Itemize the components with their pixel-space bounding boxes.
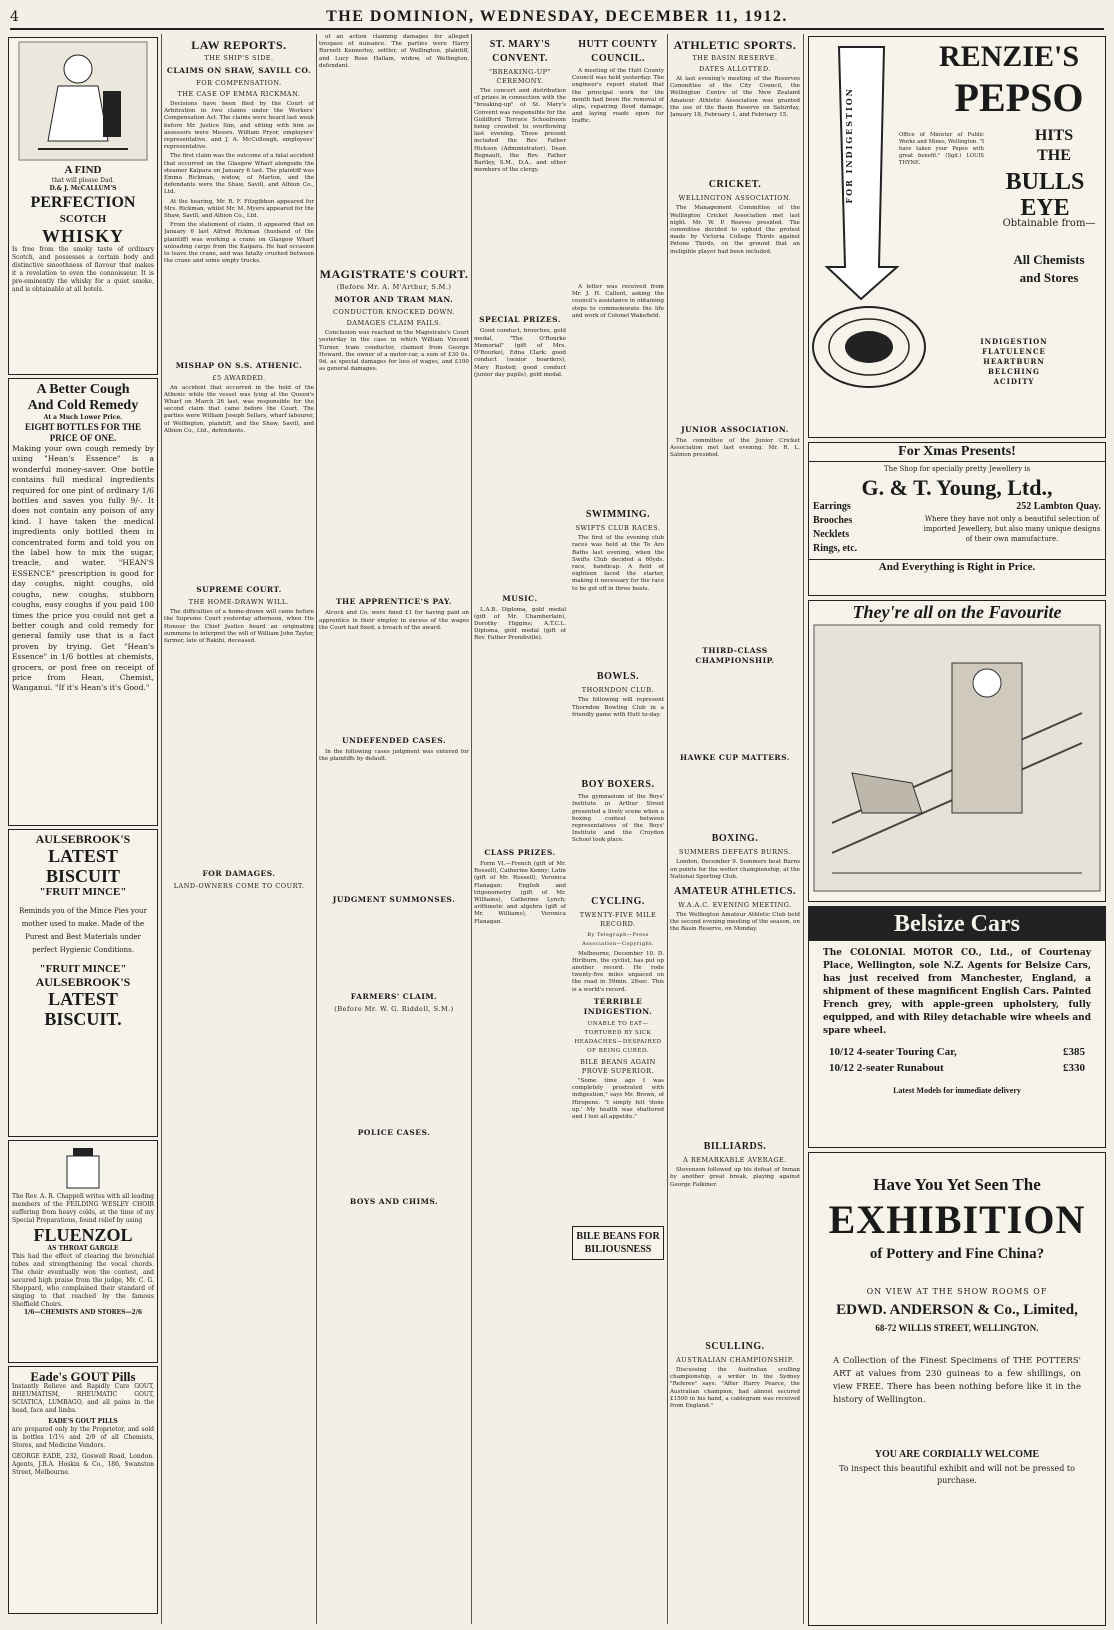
jewellery-item: Earrings — [813, 501, 851, 512]
page-number: 4 — [10, 9, 20, 25]
jewellery-item: Rings, etc. — [813, 543, 858, 554]
jewellery-ad-blurb: Where they have not only a beautiful selection of imported Jewellery, but also many unique designs of their own manufacture. — [923, 515, 1101, 543]
fluenzol-ad-sub: AS THROAT GARGLE — [47, 1245, 119, 1253]
exhibition-ad-name: EDWD. ANDERSON & Co., Limited, — [836, 1302, 1078, 1318]
pepso-where: All Chemists — [1013, 252, 1085, 267]
subheading: SPECIAL PRIZES. — [479, 315, 561, 325]
jewellery-item: Brooches — [813, 515, 853, 526]
subheading: SUMMERS DEFEATS BURNS. — [679, 848, 791, 857]
column-advertisements — [8, 34, 158, 1624]
article-paragraph: A letter was received from Mr. J. H. Callent, asking the council's assistance in obtaining steps to commemorate the life and work of Colonel Wakefield. — [572, 284, 664, 319]
section-heading: CRICKET. — [708, 179, 762, 191]
newspaper-title: THE DOMINION, WEDNESDAY, DECEMBER 11, 1912. — [326, 8, 788, 25]
pepso-arrow-text: FOR INDIGESTION — [844, 87, 854, 204]
biscuit-ad-line: AULSEBROOK'S — [35, 832, 131, 846]
belsize-cars-advertisement — [808, 906, 1106, 1148]
pepso-hits-line: HITS — [1034, 127, 1074, 144]
gout-ad-name: Eade's GOUT Pills — [30, 1369, 136, 1384]
article-paragraph: From the statement of claim, it appeared that on January 6 last Alfred Rickman (husband of the plaintiff) was working a crane on Glasgow Wharf unloading cargo from the Kaipara. He had occasion to leave the crane, and was fatally crushed between the crane and some empty trucks. — [164, 222, 314, 265]
section-heading: ST. MARY'S CONVENT. — [489, 39, 551, 64]
subheading: DAMAGES CLAIM FAILS. — [346, 319, 442, 328]
pepso-where: and Stores — [1019, 270, 1079, 285]
subheading: FARMERS' CLAIM. — [350, 992, 438, 1002]
article-paragraph: London, December 9. Summers beat Burns on points for the welter championship, at the National Sporting Club. — [670, 859, 800, 880]
cough-remedy-advertisement — [8, 378, 158, 826]
favourite-caption: They're all on the Favourite — [852, 602, 1062, 622]
masthead — [10, 6, 1104, 30]
subheading: JUNIOR ASSOCIATION. — [681, 424, 789, 434]
subheading: MUSIC. — [502, 593, 538, 603]
subheading: THE CASE OF EMMA RICKMAN. — [177, 90, 301, 98]
subheading: THE SHIP'S SIDE. — [204, 54, 274, 62]
subheading: CLAIMS ON SHAW, SAVILL CO. — [166, 66, 312, 75]
article-paragraph: The following will represent Thorndon Bowling Club in a friendly game with Hutt to-day. — [572, 697, 664, 718]
jewellery-ad-sub: The Shop for specially pretty Jewellery is — [883, 465, 1031, 473]
whisky-ad-line: PERFECTION — [30, 194, 136, 212]
subheading: CONDUCTOR KNOCKED DOWN. — [332, 308, 456, 317]
bile-beans-ad-text: BILE BEANS FOR BILIOUSNESS — [576, 1231, 660, 1256]
article-paragraph: Conclusion was reached in the Magistrate's Court yesterday in the case in which William Vincent Turner, tram conductor, claimed from George Howard, the owner of a motor-car, a sum of £30 0s. 9d. as special damages for loss of wages, and £100 as general damages. — [319, 330, 469, 373]
section-heading: CYCLING. — [591, 895, 645, 907]
pepso-product: PEPSO — [954, 75, 1084, 120]
column-rule — [471, 34, 472, 1624]
belsize-ad-footer: Latest Models for immediate delivery — [893, 1086, 1021, 1095]
subheading: THIRD-CLASS CHAMPIONSHIP. — [695, 646, 775, 666]
exhibition-ad-welcome: YOU ARE CORDIALLY WELCOME — [874, 1449, 1040, 1460]
article-paragraph: In the following cases judgment was entered for the plaintiffs by default. — [319, 749, 469, 763]
cough-ad-heading: A Better Cough — [36, 382, 130, 397]
article-paragraph: The first claim was the outcome of a fatal accident that occurred on the Glasgow Wharf alongside the steamer Kaipara on January 6 last. The plaintiff was Emma Rickman, widow, of Marton, and the defendants were the Shaw, Savill, and Albion Co., Ltd. — [164, 153, 314, 196]
exhibition-ad-line: Have You Yet Seen The — [873, 1175, 1041, 1194]
whisky-advertisement — [8, 37, 158, 375]
column-sports — [670, 34, 800, 1624]
target-label: HEARTBURN — [983, 357, 1045, 366]
article-paragraph: At last evening's meeting of the Reserves Committee of the City Council, the Wellington Centre of the New Zealand Amateur Athletic Association was granted the use of the Basin Reserve on Saturday, January 18, February 1, and February 15. — [670, 76, 800, 119]
cough-ad-offer: EIGHT BOTTLES FOR THE PRICE OF ONE. — [25, 422, 141, 443]
favourite-advertisement — [808, 600, 1106, 902]
subheading: FOR COMPENSATION. — [196, 79, 282, 87]
whisky-ad-text: Is free from the smoky taste of ordinary Scotch, and possesses a certain body and distinctive smoothness of flavour that makes it a revelation to even the connoisseur. It is pre-eminently the whisky for a quiet smoke, and is obtainable at all hotels. — [12, 246, 154, 294]
column-rule — [161, 34, 162, 1624]
biscuit-ad-line: AULSEBROOK'S — [35, 975, 131, 989]
gout-ad-brand: EADE'S GOUT PILLS — [48, 1418, 118, 1425]
whisky-ad-line: that will please Dad. — [51, 177, 115, 185]
biscuit-ad-line: LATEST — [48, 846, 118, 866]
subheading: HAWKE CUP MATTERS. — [680, 753, 790, 763]
subheading: MOTOR AND TRAM MAN. — [334, 295, 454, 305]
subheading: LAND-OWNERS COME TO COURT. — [173, 882, 305, 891]
target-label: FLATULENCE — [982, 347, 1046, 356]
pepso-testimonial: Office of Minister of Public Works and Mines, Wellington. "I have taken your Pepso with great benefit." (Sgd.) LOUIS THYNE. — [899, 132, 984, 166]
subheading: FOR DAMAGES. — [202, 869, 276, 879]
article-paragraph: Stevenson followed up his defeat of Inman by another great break, playing against George Falkiner. — [670, 1167, 800, 1188]
article-paragraph: The gymnasium of the Boys' Institute in Arthur Street presented a lively scene when a boxing contest between representatives of the Boys' Institute and the Croydon School took place. — [572, 794, 664, 844]
section-heading: BOXING. — [711, 833, 759, 845]
article-paragraph: An accident that occurred in the hold of the Athenic while the vessel was lying at the Queen's Wharf on March 26 last, was responsible for the second claim that came before the Court. The parties were William Joseph Sellars, wharf labourer, of Wellington, plaintiff, and the Shaw, Savill, and Albion Co., Ltd., defendants. — [164, 384, 314, 434]
subheading: UNABLE TO EAT—TORTURED BY SICK HEADACHES—DESPAIRED OF BEING CURED. — [574, 1020, 662, 1054]
subheading: WELLINGTON ASSOCIATION. — [678, 194, 792, 203]
subheading: TWENTY-FIVE MILE RECORD. — [579, 910, 657, 928]
subheading: BOYS AND CHIMS. — [349, 1196, 439, 1206]
section-heading: HUTT COUNTY COUNCIL. — [578, 39, 658, 64]
exhibition-ad-line: ON VIEW AT THE SHOW ROOMS OF — [866, 1287, 1048, 1296]
gout-ad-body2: are prepared only by the Proprietor, and sold in bottles 1/1½ and 2/9 of all Chemists, Stores, and Medicine Vendors. — [12, 1426, 154, 1449]
child-with-bottle-illustration — [18, 41, 148, 161]
article-paragraph: Form VI.—French (gift of Mr. Rossell), Catherine Kenny; Latin (gift of Mr. Rossell), Veronica Flanagan; English and trigonometry (gift of Mr. Williams), Catherine Lynch; arithmetic and algebra (gift of Mr. Williams), Veronica Flanagan. — [474, 861, 566, 925]
cough-ad-body: Making your own cough remedy by using "Hean's Essence" is a wonderful money-saver. One bottle contains full medical ingredients required for one pint of ordinary 1/6 bottles and saves you fully 9/-. It does not contain any poison of any kind. I have taken the medical ingredients only bottled them in concentrated form and told you on the label how to mix the sugar, treacle, and water. "HEAN'S ESSENCE" prescription is good for day coughs, night coughs, old coughs, new coughs, stubborn coughs, easy coughs if you paid 100 times the price you could not get a better cough and cold remedy for general family use that is a fact proven by trying. Get "Hean's Essence" in 1/6 bottles at chemists, grocers, or post free on receipt of price from Hean, Chemist, Wanganui. "If it's Hean's it's Good." — [12, 444, 154, 693]
cough-ad-heading: And Cold Remedy — [27, 398, 139, 413]
subheading: CLASS PRIZES. — [484, 848, 556, 858]
exhibition-ad-body: A Collection of the Finest Specimens of THE POTTERS' ART at values from 230 guineas to a few shillings, on view FREE. There has been nothing before like it in the history of Wellington. — [833, 1356, 1081, 1405]
subheading: W.A.A.C. EVENING MEETING. — [678, 901, 792, 910]
section-heading: SWIMMING. — [585, 509, 651, 521]
subheading: MISHAP ON S.S. ATHENIC. — [175, 360, 303, 370]
whisky-ad-line: A FIND — [64, 164, 102, 177]
article-paragraph: At the hearing, Mr. R. F. Fitzgibbon appeared for Mrs. Rickman, whilst Mr. M. Myers appeared for the Shaw, Savill, and Albion Co., Ltd. — [164, 198, 314, 220]
subheading: A REMARKABLE AVERAGE. — [683, 1156, 787, 1165]
subheading: SUPREME COURT. — [196, 585, 282, 595]
gout-pills-advertisement — [8, 1366, 158, 1614]
whisky-ad-line: SCOTCH — [59, 213, 107, 226]
article-paragraph: A meeting of the Hutt County Council was held yesterday. The engineer's report stated that the principal work for the month had been the removal of slips, repairing flood damage, and laying roads open for traffic. — [572, 68, 664, 125]
bile-beans-advertisement — [572, 1226, 664, 1260]
article-paragraph: The Wellington Amateur Athletic Club held the second evening meeting of the season, on the Basin Reserve, on Monday. — [670, 912, 800, 933]
biscuit-ad-body: Reminds you of the Mince Pies your mother used to make. Made of the Purest and Best Materials under perfect Hygienic Conditions. — [19, 907, 147, 954]
belsize-model-price: £330 — [1063, 1062, 1085, 1074]
section-heading: ATHLETIC SPORTS. — [673, 38, 797, 52]
jewellery-ad-heading: For Xmas Presents! — [809, 443, 1105, 462]
article-paragraph: The concert and distribution of prizes in connection with the "breaking-up" of St. Mary's Convent was responsible for the Guildford Terrace Schoolroom being crowded to overflowing last evening. Those present included the Rev. Father Hickson (Administrator), Dean Regnault, the Rev. Father Bartley, S.M., D.A., and other members of the clergy. — [474, 88, 566, 174]
biscuit-ad-line: BISCUIT — [45, 866, 121, 886]
subheading: BILE BEANS AGAIN PROVE SUPERIOR. — [580, 1057, 656, 1075]
pepso-available: Obtainable from— — [1002, 218, 1096, 229]
pepso-brand: RENZIE'S — [938, 40, 1080, 73]
exhibition-ad-footer: To inspect this beautiful exhibit and will not be pressed to purchase. — [839, 1464, 1075, 1485]
article-paragraph: of an action claiming damages for alleged trespass of nuisance. The parties were Harry Burnett Kennerley, settler, of Wellington, plaintiff, and Lucy Rose Hallam, widow, of Wellington, defendant. — [319, 34, 469, 69]
subheading: THE BASIN RESERVE. — [692, 54, 778, 62]
subheading: THE HOME-DRAWN WILL. — [188, 598, 290, 607]
fluenzol-ad-price: 1/6—CHEMISTS AND STORES—2/6 — [23, 1309, 143, 1317]
section-heading: MAGISTRATE'S COURT. — [319, 267, 469, 282]
exhibition-advertisement — [808, 1152, 1106, 1626]
article-paragraph: The committee of the Junior Cricket Association met last evening. Mr. R. L. Salmon presided. — [670, 437, 800, 458]
belsize-ad-body: The COLONIAL MOTOR CO., Ltd., of Courtenay Place, Wellington, sole N.Z. Agents for Belsize Cars, has just received from Manchester, England, a shipment of these magnificent English Cars. Painted French grey, with apple-green upholstery, fully equipped, and with Riley detachable wire wheels and spare wheel. — [823, 948, 1091, 1036]
subheading: JUDGMENT SUMMONSES. — [332, 895, 456, 905]
exhibition-ad-address: 68-72 WILLIS STREET, WELLINGTON. — [875, 1323, 1039, 1333]
jewellery-ad-address: 252 Lambton Quay. — [1016, 501, 1101, 512]
target-label: INDIGESTION — [980, 337, 1048, 346]
exhibition-ad-heading: EXHIBITION — [828, 1197, 1086, 1242]
subheading: TERRIBLE INDIGESTION. — [583, 996, 653, 1016]
subheading: £5 AWARDED. — [212, 373, 266, 382]
whisky-ad-line: WHISKY — [41, 226, 125, 247]
section-heading: LAW REPORTS. — [191, 38, 287, 52]
fluenzol-ad-body: This had the effect of clearing the bronchial tubes and strengthening the vocal chords. The choir eventually won the contest, and secured high praise from the judge, Mr. C. G. Sheppard, who complained their standard of singing to that reached by the famous Sheffield Choirs. — [12, 1253, 154, 1309]
article-paragraph: Discussing the Australian sculling championship, a writer in the Sydney "Referee" says: "After Harry Pearce, the Australian champion, had almost secured £1500 in his hand, a cablegram was received from England." — [670, 1366, 800, 1409]
subheading: (Before Mr. W. G. Riddell, S.M.) — [334, 1005, 454, 1014]
gout-ad-body: Instantly Relieve and Rapidly Cure GOUT, RHEUMATISM, RHEUMATIC GOUT, SCIATICA, LUMBAGO, and all pains in the head, face and limbs. — [12, 1383, 154, 1414]
article-paragraph: "Some time ago I was completely prostrated with indigestion," says Mr. Brown, of Hiropene. "I simply felt 'done up.' My health was shattered and I lost all appetite." — [572, 1077, 664, 1120]
belsize-model-price: £385 — [1063, 1046, 1085, 1058]
pepso-hits-line: THE — [1037, 147, 1071, 164]
subheading: (Before Mr. A. M'Arthur, S.M.) — [336, 283, 452, 292]
article-paragraph: Alcock and Co. were fined £1 for having paid an apprentice in their employ in excess of the wages the Court had fixed, a breach of the award. — [319, 610, 469, 631]
biscuit-ad-line: LATEST — [48, 989, 118, 1009]
jewellery-ad-name: G. & T. Young, Ltd., — [861, 475, 1053, 500]
fluenzol-ad-intro: The Rev. A. R. Chappell writes with all leading members of the FEILDING WESLEY CHOIR suffering from heavy colds, at the time of my Special Preparations, found relief by using — [12, 1193, 154, 1225]
belsize-model-label: 10/12 4-seater Touring Car, — [829, 1046, 957, 1058]
subheading: SWIFTS CLUB RACES. — [575, 524, 661, 533]
column-rule — [316, 34, 317, 1624]
fluenzol-advertisement — [8, 1140, 158, 1363]
cough-ad-subheading: At a Much Lower Price. — [43, 414, 123, 421]
biscuit-ad-line: BISCUIT. — [44, 1009, 122, 1029]
subheading: AUSTRALIAN CHAMPIONSHIP. — [676, 1355, 794, 1364]
subheading: DATES ALLOTTED. — [699, 65, 771, 73]
jewellery-item: Necklets — [813, 529, 850, 540]
column-rule — [803, 34, 804, 1624]
article-paragraph: Decisions have been filed by the Court of Arbitration in two claims under the Workers' Compensation Act. The claims were heard last week before Mr. Justice Sim, and sitting with him as assessors were Messrs. William Pryor, employers' representative, and J. A. McCullough, employees' representative. — [164, 101, 314, 151]
subheading: THE APPRENTICE'S PAY. — [335, 597, 453, 607]
biscuit-ad-line: "FRUIT MINCE" — [39, 886, 127, 898]
exhibition-ad-line: of Pottery and Fine China? — [869, 1246, 1045, 1262]
racecourse-illustration — [812, 623, 1102, 893]
subheading: "BREAKING-UP" CEREMONY. — [488, 68, 552, 85]
article-paragraph: L.A.B. Diploma, gold medal (gift of Mr. Chamberlain), Dorothy Higgins; A.T.C.L. Diploma, gold medal (gift of Rev. Father Prendiville). — [474, 606, 566, 642]
belsize-ad-heading: Belsize Cars — [894, 911, 1020, 937]
pepso-hits-line: BULLS EYE — [1005, 169, 1085, 221]
gout-ad-address: GEORGE EADE, 232, Goswell Road, London. Agents, J.B.A. Hoskin & Co., 186, Swanston Street, Melbourne. — [12, 1453, 154, 1476]
subheading: UNDEFENDED CASES. — [341, 736, 447, 746]
column-law-reports — [164, 34, 314, 1624]
section-heading: SCULLING. — [705, 1340, 765, 1352]
column-convent-council — [474, 34, 664, 1624]
jewellery-ad-tagline: And Everything is Right in Price. — [809, 559, 1105, 574]
target-label: ACIDITY — [993, 377, 1035, 386]
article-paragraph: The first of the evening club races was held at the Te Aro Baths last evening, when the Swifts Club decided a 60yds. race, handicap. A field of eighteen faced the starter, making it necessary for the race to be got off in three heats. — [572, 535, 664, 592]
section-heading: BOY BOXERS. — [581, 779, 655, 791]
section-heading: AMATEUR ATHLETICS. — [674, 886, 796, 898]
column-magistrates-court — [319, 34, 469, 1624]
article-paragraph: Melbourne, December 10. D. Hirlburn, the cyclist, has put up another record. He rode twenty-five miles unpaced on the road in 59min. 28sec. This is a world's record. — [572, 950, 664, 993]
section-heading: BILLIARDS. — [703, 1141, 767, 1153]
article-paragraph: The difficulties of a home-drawn will came before the Supreme Court yesterday afternoon, when His Honour the Chief Justice heard an originating summons to interpret the will of William John Taylor, farmer, late of Rakihi, deceased. — [164, 609, 314, 644]
target-label: BELCHING — [987, 367, 1040, 376]
subheading: POLICE CASES. — [357, 1127, 431, 1137]
subheading: THORNDON CLUB. — [581, 686, 655, 695]
pepso-advertisement — [808, 36, 1106, 438]
biscuit-advertisement — [8, 829, 158, 1137]
fluenzol-bottle-illustration — [23, 1144, 143, 1190]
belsize-model-label: 10/12 2-seater Runabout — [829, 1062, 944, 1074]
fluenzol-ad-name: FLUENZOL — [33, 1225, 133, 1246]
article-paragraph: The Management Committee of the Wellington Cricket Association met last night. Mr. W. P. Reeves presided. The committee decided to uphold the protest made by Victoria College Thirds against Petone Thirds, on the ground that an ineligible player had been included. — [670, 205, 800, 255]
subheading: By Telegraph—Press Association—Copyright. — [582, 931, 654, 947]
biscuit-ad-line: "FRUIT MINCE" — [39, 963, 127, 975]
whisky-ad-line: D.& J. McCALLUM'S — [49, 185, 117, 193]
column-rule — [667, 34, 668, 1624]
section-heading: BOWLS. — [596, 671, 640, 683]
jewellery-advertisement — [808, 442, 1106, 596]
article-paragraph: Good conduct, brooches, gold medal, "The O'Rourke Memorial" (gift of Mrs. O'Rourke), Edna Clark; good conduct (senior boarders), Mary Rusted; good conduct (junior day pupils), gold medal. — [474, 328, 566, 378]
